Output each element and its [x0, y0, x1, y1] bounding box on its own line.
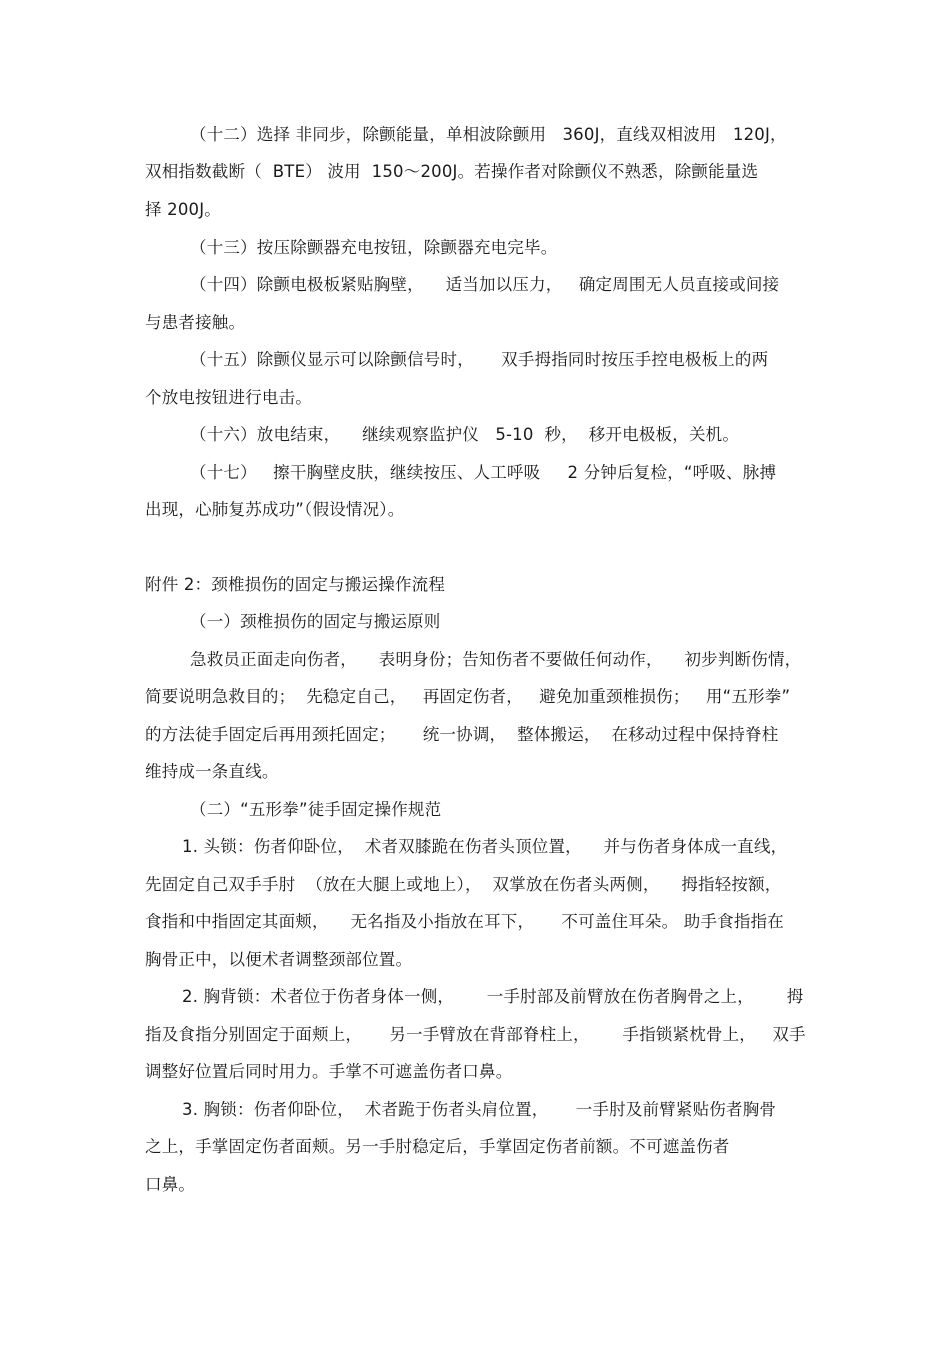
paragraph-line: （十二）选择 非同步，除颤能量，单相波除颤用 360J，直线双相波用 120J，: [190, 125, 787, 144]
paragraph-line: 简要说明急救目的； 先稳定自己， 再固定伤者， 避免加重颈椎损伤； 用“五形拳”: [145, 687, 791, 706]
paragraph-line: 与患者接触。: [145, 313, 246, 332]
paragraph-line: 1. 头锁：伤者仰卧位， 术者双膝跪在伤者头顶位置， 并与伤者身体成一直线，: [182, 837, 788, 856]
paragraph-line: （十三）按压除颤器充电按钮，除颤器充电完毕。: [190, 238, 558, 257]
paragraph-line: 食指和中指固定其面颊， 无名指及小指放在耳下， 不可盖住耳朵。 助手食指指在: [145, 912, 784, 931]
paragraph-line: 先固定自己双手手肘 （放在大腿上或地上）， 双掌放在伤者头两侧， 拇指轻按额，: [145, 875, 782, 894]
paragraph-line: 之上，手掌固定伤者面颊。另一手肘稳定后，手掌固定伤者前额。不可遮盖伤者: [145, 1137, 730, 1156]
paragraph-line: 2. 胸背锁：术者位于伤者身体一侧， 一手肘部及前臂放在伤者胸骨之上， 拇: [182, 987, 804, 1006]
paragraph-line: 指及食指分别固定于面颊上， 另一手臂放在背部脊柱上， 手指锁紧枕骨上， 双手: [145, 1025, 806, 1044]
paragraph-line: 择 200J。: [145, 200, 222, 219]
paragraph-line: 急救员正面走向伤者， 表明身份；告知伤者不要做任何动作， 初步判断伤情，: [190, 650, 802, 669]
paragraph-line: （十七） 擦干胸壁皮肤，继续按压、人工呼吸 2 分钟后复检，“呼吸、脉搏: [190, 463, 777, 482]
paragraph-line: （十四）除颤电极板紧贴胸壁， 适当加以压力， 确定周围无人员直接或间接: [190, 275, 780, 294]
paragraph-line: 个放电按钮进行电击。: [145, 388, 312, 407]
section-heading: （一）颈椎损伤的固定与搬运原则: [190, 612, 441, 631]
paragraph-line: 的方法徒手固定后再用颈托固定； 统一协调， 整体搬运， 在移动过程中保持脊柱: [145, 725, 779, 744]
paragraph-line: 3. 胸锁：伤者仰卧位， 术者跪于伤者头肩位置， 一手肘及前臂紧贴伤者胸骨: [182, 1100, 777, 1119]
section-heading: （二）“五形拳”徒手固定操作规范: [190, 800, 442, 819]
paragraph-line: 双相指数截断（ BTE） 波用 150～200J。若操作者对除颤仪不熟悉，除颤能量选: [145, 162, 759, 181]
paragraph-line: 胸骨正中，以便术者调整颈部位置。: [145, 950, 413, 969]
paragraph-line: 维持成一条直线。: [145, 762, 279, 781]
paragraph-line: （十五）除颤仪显示可以除颤信号时， 双手拇指同时按压手控电极板上的两: [190, 350, 769, 369]
paragraph-line: 调整好位置后同时用力。手掌不可遮盖伤者口鼻。: [145, 1062, 513, 1081]
paragraph-line: 口鼻。: [145, 1175, 196, 1194]
paragraph-line: 出现，心肺复苏成功”（假设情况）。: [145, 500, 405, 519]
appendix-heading: 附件 2：颈椎损伤的固定与搬运操作流程: [145, 575, 446, 594]
paragraph-line: （十六）放电结束， 继续观察监护仪 5-10 秒， 移开电极板，关机。: [190, 425, 740, 444]
